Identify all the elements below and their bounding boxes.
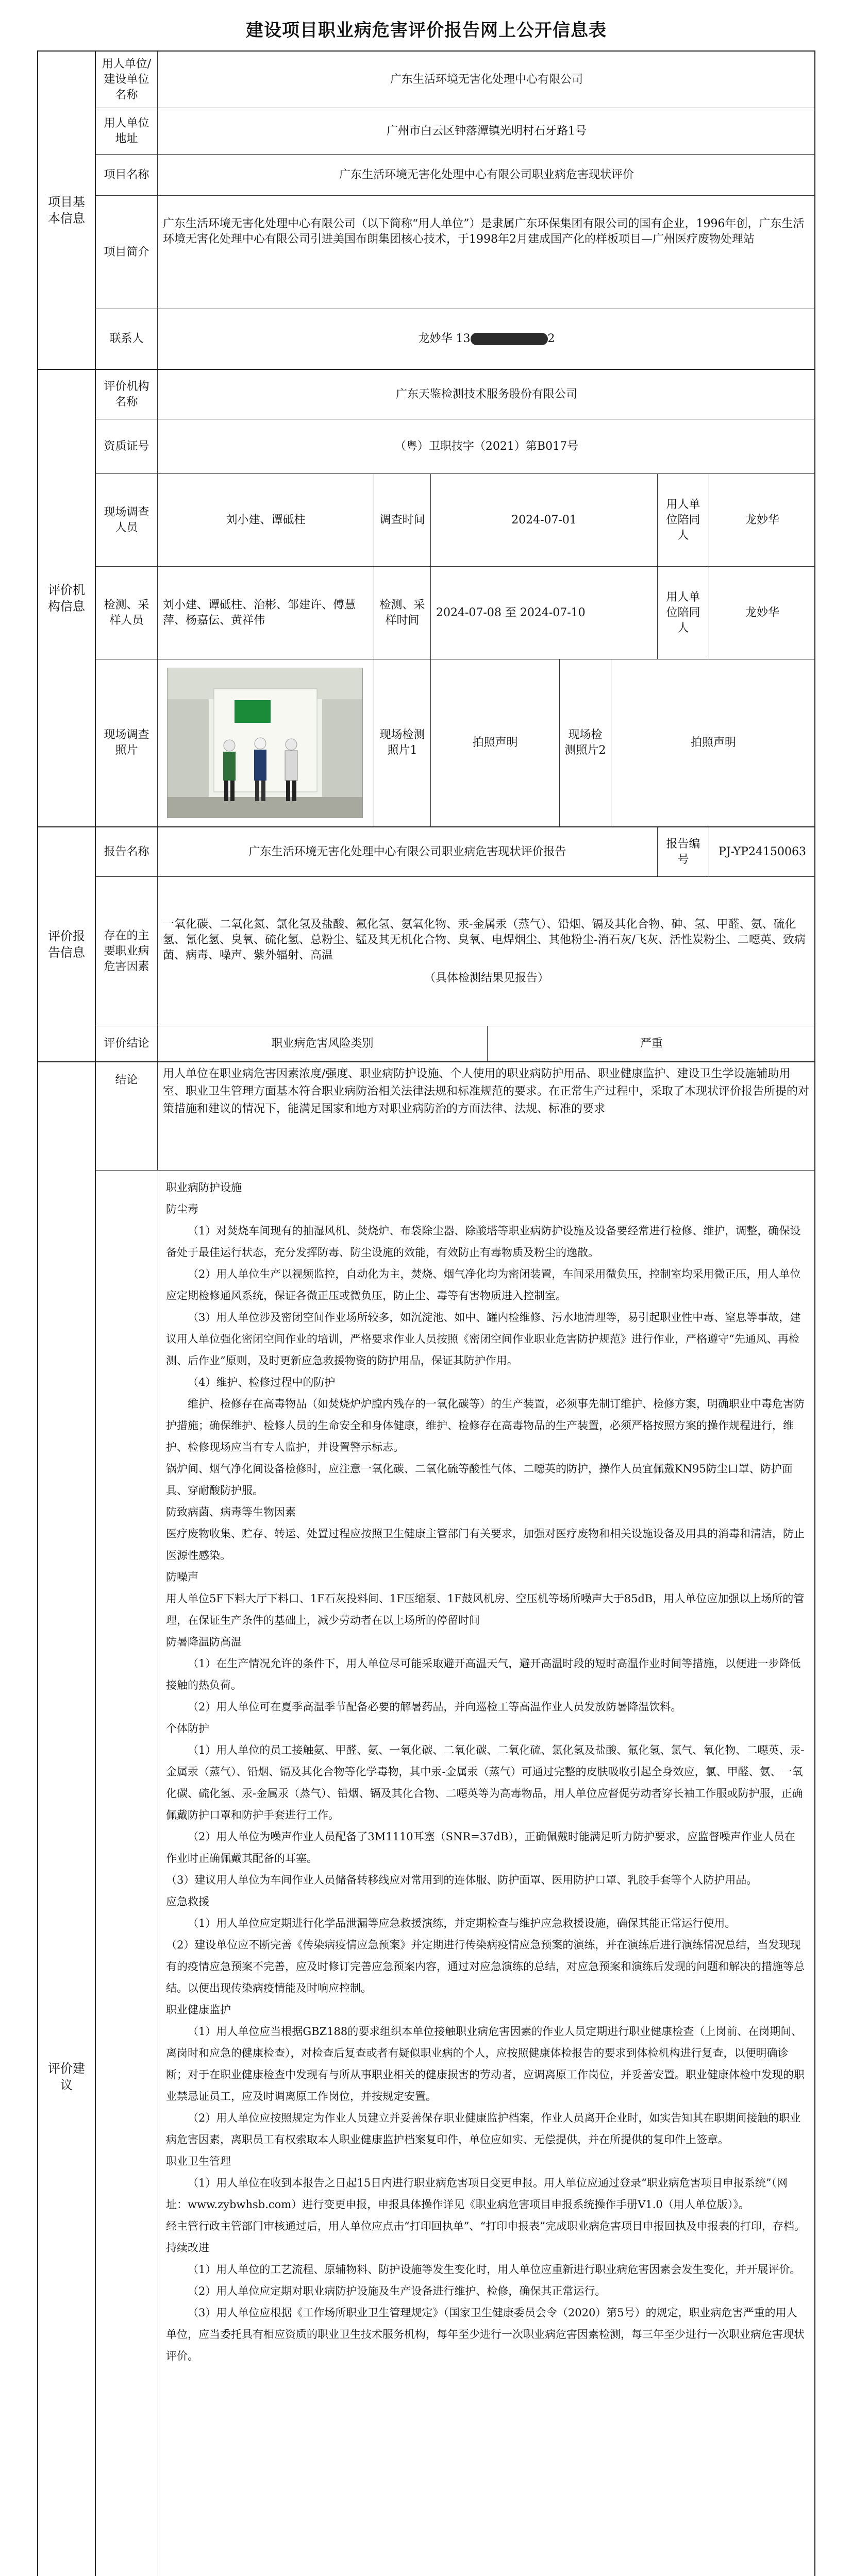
eval-org-section bbox=[37, 369, 815, 827]
advice-paragraph: 职业病防护设施 bbox=[166, 1181, 242, 1194]
eval-org-name-label: 评价机构名称 bbox=[96, 370, 158, 419]
advice-conclusion-text: 用人单位在职业病危害因素浓度/强度、职业病防护设施、个人使用的职业病防护用品、职业健康监护、建设卫生学设施辅助用室、职业卫生管理方面基本符合职业病防治相关法律法规和标准规范的要求。在正常生产过程中，采取了本现状评价报告所提的对策措施和建议的情况下，能满足国家和地方对职业病防治的方面法律、法规、标准的要求 bbox=[158, 1062, 815, 1171]
advice-paragraph: （2）用人单位为噪声作业人员配备了3M1110耳塞（SNR=37dB），正确佩戴时能满足听力防护要求，应监督噪声作业人员在作业时正确佩戴其配备的耳塞。 bbox=[166, 1831, 795, 1865]
advice-paragraph: 防致病菌、病毒等生物因素 bbox=[166, 1506, 296, 1518]
advice-paragraph: （1）用人单位在收到本报告之日起15日内进行职业病危害项目变更申报。用人单位应通过登录“职业病危害项目申报系统”（网址：www.zybwhsb.com）进行变更申报，申报具体操作详见《职业病危害项目申报系统操作手册V1.0（用人单位版）》。 bbox=[166, 2177, 788, 2211]
advice-paragraph: 用人单位5F下料大厅下料口、1F石灰投料间、1F压缩泵、1F鼓风机房、空压机等场所噪声大于85dB，用人单位应加强以上场所的管理，在保证生产条件的基础上，减少劳动者在以上场所的停留时间 bbox=[166, 1592, 805, 1626]
survey-people-value: 刘小建、谭砥柱 bbox=[158, 474, 374, 567]
accompany-value: 龙妙华 bbox=[709, 474, 815, 567]
eval-org-name-value: 广东天鉴检测技术服务股份有限公司 bbox=[158, 370, 815, 419]
cert-value: （粤）卫职技字（2021）第B017号 bbox=[158, 419, 815, 474]
hazards-label: 存在的主要职业病危害因素 bbox=[96, 877, 158, 1026]
survey-photo-illustration bbox=[168, 668, 363, 818]
report-section-label: 评价报告信息 bbox=[38, 827, 96, 1061]
survey-photo bbox=[167, 668, 363, 818]
org-address-label: 用人单位地址 bbox=[96, 108, 158, 155]
accompany-label-2: 用人单位陪同人 bbox=[658, 567, 709, 659]
hazards-cell bbox=[158, 877, 815, 1026]
advice-paragraph: （2）用人单位应定期对职业病防护设施及生产设备进行维护、检修，确保其正常运行。 bbox=[188, 2285, 606, 2297]
advice-paragraph: 持续改进 bbox=[166, 2242, 209, 2254]
advice-paragraph: （1）用人单位应定期进行化学品泄漏等应急救援演练，并定期检查与维护应急救援设施，确保其能正常运行使用。 bbox=[188, 1917, 736, 1929]
advice-paragraph: 职业卫生管理 bbox=[166, 2155, 231, 2167]
detect-photo-2-note: 拍照声明 bbox=[690, 736, 736, 749]
document-title: 建设项目职业病危害评价报告网上公开信息表 bbox=[246, 20, 607, 41]
advice-paragraph: （3）用人单位涉及密闭空间作业场所较多，如沉淀池、如中、罐内检维修、污水地清理等，易引起职业性中毒、窒息等事故，建议用人单位强化密闭空间作业的培训，严格要求作业人员按照《密闭空间作业职业危害防护规范》进行作业，严格遵守“先通风、再检测、后作业”原则，及时更新应急救援物资的防护用品，保证其防护作用。 bbox=[166, 1311, 801, 1367]
advice-section-label: 评价建议 bbox=[38, 1062, 96, 2576]
advice-paragraph: （1）对焚烧车间现有的抽湿风机、焚烧炉、布袋除尘器、除酸塔等职业病防护设施及设备要经常进行检修、维护，调整，确保设备处于最佳运行状态，充分发挥防毒、防尘设施的效能，有效防止有毒物质及粉尘的逸散。 bbox=[166, 1225, 801, 1259]
advice-paragraph: 经主管行政主管部门审核通过后，用人单位应点击“打印回执单”、“打印申报表”完成职业病危害项目申报回执及申报表的打印，存档。 bbox=[166, 2220, 805, 2232]
report-code-label: 报告编号 bbox=[658, 827, 709, 877]
contact-label: 联系人 bbox=[96, 309, 158, 369]
advice-paragraph: （1）用人单位应当根据GBZ188的要求组织本单位接触职业病危害因素的作业人员定期进行职业健康检查（上岗前、在岗期间、离岗时和应急的健康检查），对检查后复查或者有疑似职业病的个人，应按照健康体检报告的要求到体检机构进行复查，以便明确诊断；对于在职业健康检查中发现有与所从事职业相关的健康损害的劳动者，应调离原工作岗位，并妥善安置。职业健康体检中发现的职业禁忌证员工，应及时调离原工作岗位，并按规定安置。 bbox=[166, 2025, 805, 2103]
survey-time-value: 2024-07-01 bbox=[431, 474, 658, 567]
detect-photo-1-note: 拍照声明 bbox=[431, 659, 560, 826]
contact-name: 龙妙华 13 bbox=[418, 332, 471, 345]
advice-paragraph: 医疗废物收集、贮存、转运、处置过程应按照卫生健康主管部门有关要求，加强对医疗废物和相关设施设备及用具的消毒和清洁，防止医源性感染。 bbox=[166, 1528, 805, 1562]
advice-paragraph: （2）用人单位生产以视频监控，自动化为主，焚烧、烟气净化均为密闭装置，车间采用微负压，控制室均采用微正压，用人单位应定期检修通风系统，保证各微正压或微负压，防止尘、毒等有害物质进入控制室。 bbox=[166, 1268, 801, 1302]
advice-body bbox=[166, 1177, 805, 2367]
advice-paragraph: 个体防护 bbox=[166, 1722, 209, 1735]
detect-photo-2-label: 现场检测照片2 bbox=[560, 659, 611, 826]
sampling-time-label: 检测、采样时间 bbox=[374, 567, 431, 659]
advice-paragraph: （2）用人单位可在夏季高温季节配备必要的解暑药品，并向巡检工等高温作业人员发放防暑降温饮料。 bbox=[188, 1701, 682, 1713]
basic-info-section-label: 项目基本信息 bbox=[38, 52, 96, 369]
org-name-value: 广东生活环境无害化处理中心有限公司 bbox=[158, 52, 815, 108]
report-name-label: 报告名称 bbox=[96, 827, 158, 877]
accompany-value-2: 龙妙华 bbox=[709, 567, 815, 659]
project-name-label: 项目名称 bbox=[96, 155, 158, 196]
sampling-time-value: 2024-07-08 至 2024-07-10 bbox=[431, 567, 658, 659]
org-address-value: 广州市白云区钟落潭镇光明村石牙路1号 bbox=[158, 108, 815, 155]
project-intro-label: 项目简介 bbox=[96, 196, 158, 309]
advice-paragraph: 应急救援 bbox=[166, 1895, 209, 1908]
advice-paragraph: （4）维护、检修过程中的防护 bbox=[188, 1376, 336, 1388]
advice-paragraph: 维护、检修存在高毒物品（如焚烧炉炉膛内残存的一氧化碳等）的生产装置，必须事先制订维护、检修方案，明确职业中毒危害防护措施；确保维护、检修人员的生命安全和身体健康，维护、检修存在高毒物品的生产装置，必须严格按照方案的操作规程进行，维护、检修现场应当有专人监护，并设置警示标志。 bbox=[166, 1398, 805, 1453]
sampling-people-value: 刘小建、谭砥柱、治彬、邹建许、傅慧萍、杨嘉伝、黄祥伟 bbox=[158, 567, 374, 659]
advice-paragraph: 防尘毒 bbox=[166, 1203, 198, 1215]
report-section bbox=[37, 826, 815, 1062]
advice-paragraph: 防暑降温防高温 bbox=[166, 1636, 242, 1648]
advice-paragraph: （2）建设单位应不断完善《传染病疫情应急预案》并定期进行传染病疫情应急预案的演练，并在演练后进行演练情况总结，当发现现有的疫情应急预案不完善，应及时修订完善应急预案内容，通过对应急演练的总结，对应急预案和演练后发现的问题和解决的措施等总结。以便出现传染病疫情能及时响应控制。 bbox=[166, 1939, 805, 1994]
conclusion-label: 评价结论 bbox=[96, 1026, 158, 1061]
eval-org-section-label: 评价机构信息 bbox=[38, 370, 96, 826]
advice-paragraph: 防噪声 bbox=[166, 1571, 198, 1583]
redaction-mark bbox=[471, 333, 548, 345]
risk-level-value: 严重 bbox=[640, 1037, 663, 1050]
advice-paragraph: 职业健康监护 bbox=[166, 2004, 231, 2016]
advice-conclusion-label: 结论 bbox=[96, 1062, 158, 1171]
advice-paragraph: （2）用人单位应按照规定为作业人员建立并妥善保存职业健康监护档案，作业人员离开企业时，如实告知其在职期间接触的职业病危害因素，离职员工有权索取本人职业健康监护档案复印件，单位应如实、无偿提供，并在所提供的复印件上签章。 bbox=[166, 2112, 801, 2146]
contact-phone-tail: 2 bbox=[547, 332, 555, 345]
advice-paragraph: （3）建议用人单位为车间作业人员储备转移线应对常用到的连体服、防护面罩、医用防护口罩、乳胶手套等个人防护用品。 bbox=[166, 1874, 758, 1886]
project-intro-value: 广东生活环境无害化处理中心有限公司（以下简称“用人单位”）是隶属广东环保集团有限公司的国有企业，1996年创，广东生活环境无害化处理中心有限公司引进美国布朗集团核心技术，于1998年2月建成国产化的样板项目—广州医疗废物处理站 bbox=[158, 196, 815, 309]
sampling-people-label: 检测、采样人员 bbox=[96, 567, 158, 659]
advice-paragraph: （1）用人单位的工艺流程、原辅物料、防护设施等发生变化时，用人单位应重新进行职业病危害因素会发生变化，并开展评价。 bbox=[188, 2263, 801, 2276]
contact-value bbox=[158, 309, 815, 369]
detect-photo-1-label: 现场检测照片1 bbox=[374, 659, 431, 826]
advice-paragraph: 锅炉间、烟气净化间设备检修时，应注意一氧化碳、二氧化硫等酸性气体、二噁英的防护，操作人员宜佩戴KN95防尘口罩、防护面具、穿耐酸防护服。 bbox=[166, 1463, 793, 1497]
advice-paragraph: （1）用人单位的员工接触氨、甲醛、氨、一氧化碳、二氧化碳、二氧化硫、氯化氢及盐酸、氟化氢、氯气、氧化物、二噁英、汞-金属汞（蒸气）、铅烟、镉及其化合物等化学毒物，其中汞-金属汞（蒸气）可通过完整的皮肤吸收引起全身效应，氯、甲醛、氨、一氧化碳、硫化氢、汞-金属汞（蒸气）、铅烟、镉及其化合物、二噁英等为高毒物品，用人单位应督促劳动者穿长袖工作服或防护服，正确佩戴防护口罩和防护手套进行工作。 bbox=[166, 1744, 805, 1821]
document bbox=[37, 10, 815, 2576]
hazards-value: 一氧化碳、二氧化氮、氯化氢及盐酸、氟化氢、氨氧化物、汞-金属汞（蒸气）、铅烟、镉及其化合物、砷、氢、甲醛、氨、硫化氢、氰化氢、臭氧、硫化氢、总粉尘、锰及其无机化合物、臭氧、电焊烟尘、其他粉尘-消石灰/飞灰、活性炭粉尘、二噁英、致病菌、病毒、噪声、紫外辐射、高温 bbox=[163, 918, 806, 962]
hazards-note: （具体检测结果见报告） bbox=[424, 971, 549, 985]
cert-label: 资质证号 bbox=[96, 419, 158, 474]
report-name-value: 广东生活环境无害化处理中心有限公司职业病危害现状评价报告 bbox=[158, 827, 658, 877]
report-code-value: PJ-YP24150063 bbox=[709, 827, 815, 877]
accompany-label: 用人单位陪同人 bbox=[658, 474, 709, 567]
advice-paragraph: （3）用人单位应根据《工作场所职业卫生管理规定》（国家卫生健康委员会令（2020）第5号）的规定，职业病危害严重的用人单位，应当委托具有相应资质的职业卫生技术服务机构，每年至少进行一次职业病危害因素检测，每三年至少进行一次职业病危害现状评价。 bbox=[166, 2307, 805, 2362]
org-name-label: 用人单位/建设单位名称 bbox=[96, 52, 158, 108]
advice-paragraph: （1）在生产情况允许的条件下，用人单位尽可能采取避开高温天气，避开高温时段的短时高温作业时间等措施，以便进一步降低接触的热负荷。 bbox=[166, 1657, 801, 1691]
basic-info-section bbox=[37, 50, 815, 370]
survey-people-label: 现场调查人员 bbox=[96, 474, 158, 567]
survey-time-label: 调查时间 bbox=[374, 474, 431, 567]
project-name-value: 广东生活环境无害化处理中心有限公司职业病危害现状评价 bbox=[158, 155, 815, 196]
advice-section bbox=[37, 1061, 815, 2576]
survey-photo-label: 现场调查照片 bbox=[96, 659, 158, 826]
risk-category-label: 职业病危害风险类别 bbox=[158, 1026, 488, 1061]
